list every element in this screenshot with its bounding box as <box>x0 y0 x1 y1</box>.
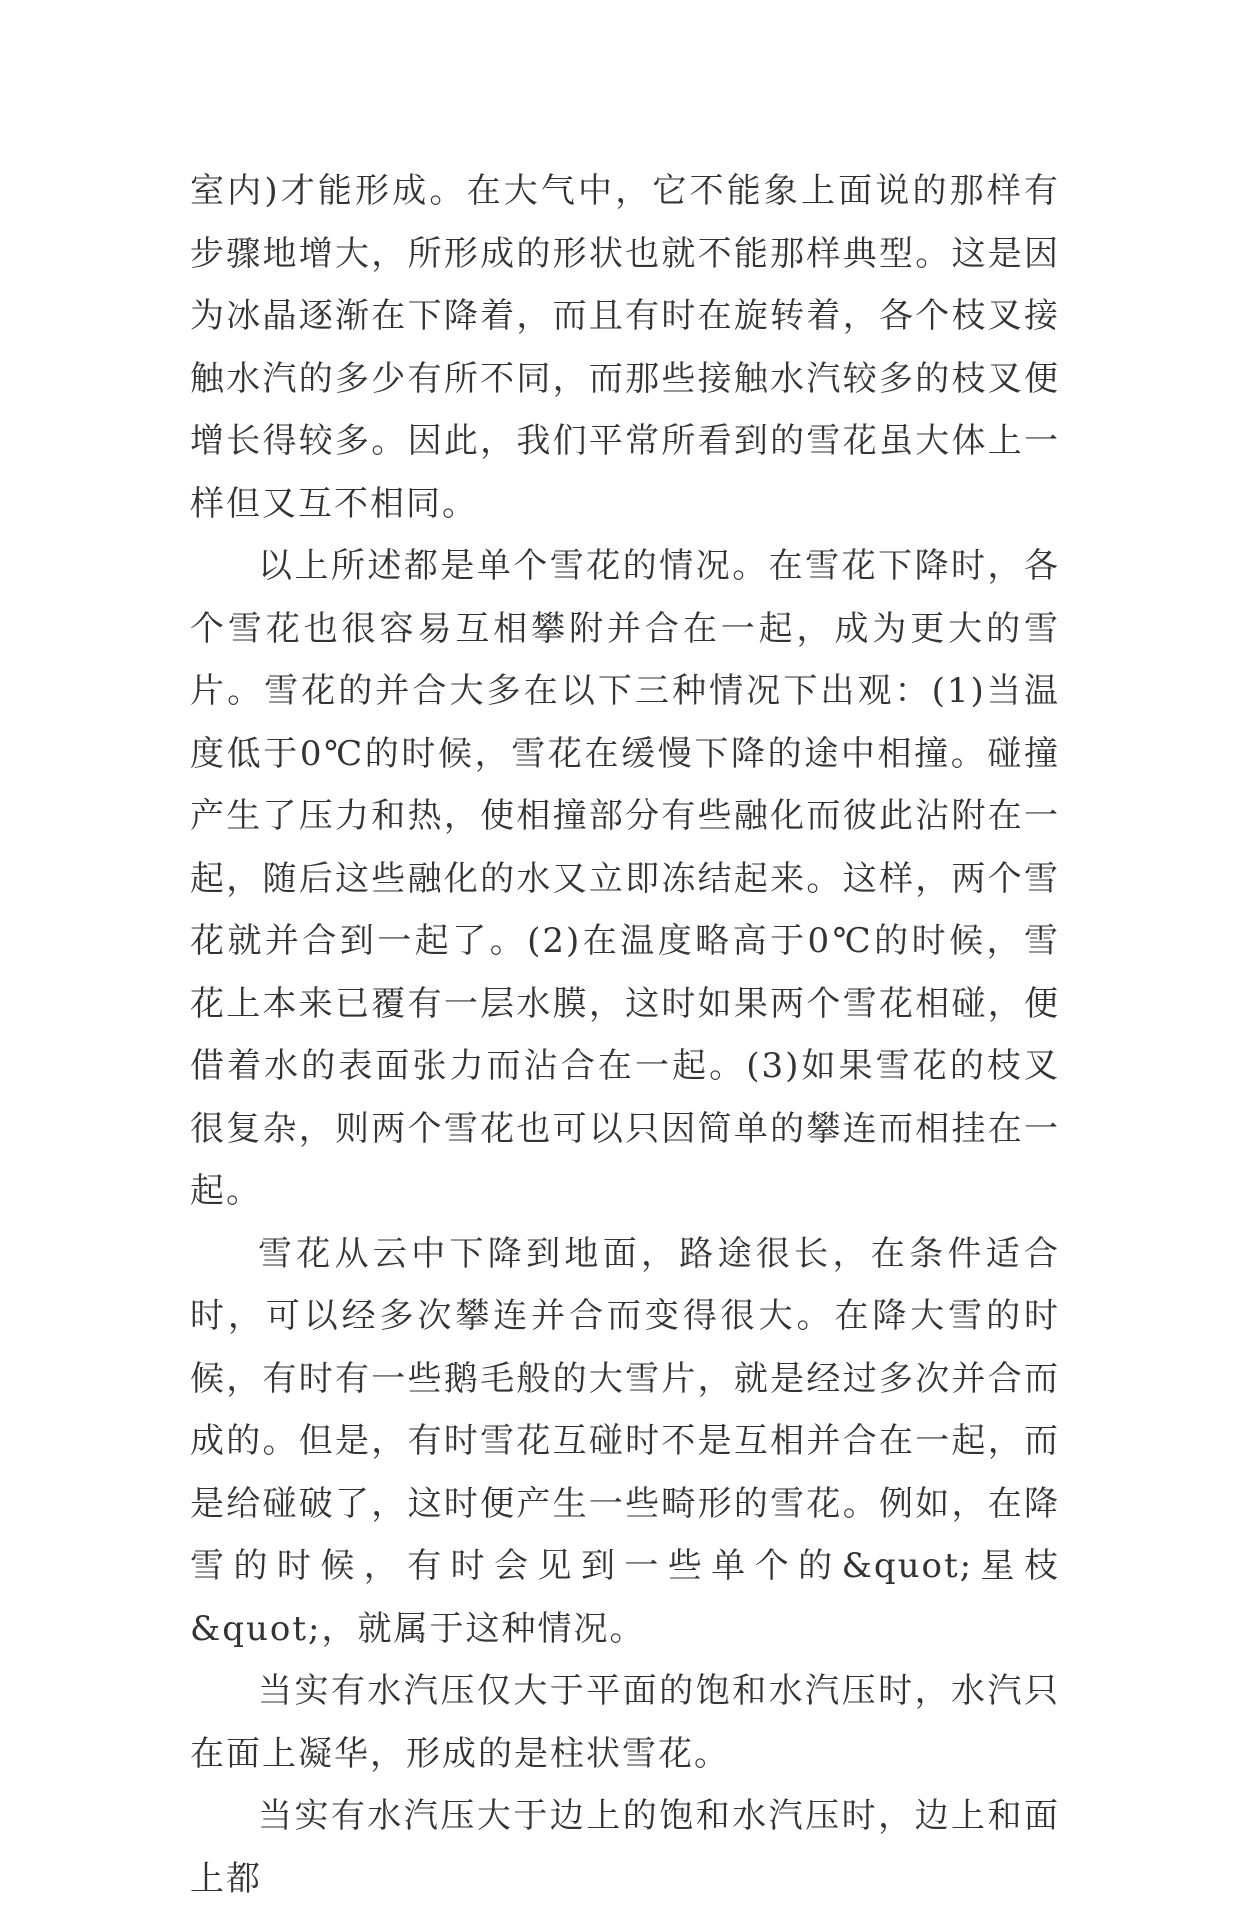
body-text <box>190 160 1060 1910</box>
paragraph-3: 雪花从云中下降到地面，路途很长，在条件适合时，可以经多次攀连并合而变得很大。在降大雪的时候，有时有一些鹅毛般的大雪片，就是经过多次并合而成的。但是，有时雪花互碰时不是互相并合在一起，而是给碰破了，这时便产生一些畸形的雪花。例如，在降雪的时候，有时会见到一些单个的&quot;星枝&quot;，就属于这种情况。 <box>190 1233 1060 1649</box>
paragraph-2: 以上所述都是单个雪花的情况。在雪花下降时，各个雪花也很容易互相攀附并合在一起，成为更大的雪片。雪花的并合大多在以下三种情况下出观：(1)当温度低于0℃的时候，雪花在缓慢下降的途中相撞。碰撞产生了压力和热，使相撞部分有些融化而彼此沾附在一起，随后这些融化的水又立即冻结起来。这样，两个雪花就并合到一起了。(2)在温度略高于0℃的时候，雪花上本来已覆有一层水膜，这时如果两个雪花相碰，便借着水的表面张力而沾合在一起。(3)如果雪花的枝叉很复杂，则两个雪花也可以只因简单的攀连而相挂在一起。 <box>190 546 1060 1211</box>
paragraph-5: 当实有水汽压大于边上的饱和水汽压时，边上和面上都 <box>190 1796 1060 1899</box>
paragraph-4: 当实有水汽压仅大于平面的饱和水汽压时，水汽只在面上凝华，形成的是柱状雪花。 <box>190 1671 1060 1774</box>
paragraph-1: 室内)才能形成。在大气中，它不能象上面说的那样有步骤地增大，所形成的形状也就不能那样典型。这是因为冰晶逐渐在下降着，而且有时在旋转着，各个枝叉接触水汽的多少有所不同，而那些接触水汽较多的枝叉便增长得较多。因此，我们平常所看到的雪花虽大体上一样但又互不相同。 <box>190 171 1060 524</box>
